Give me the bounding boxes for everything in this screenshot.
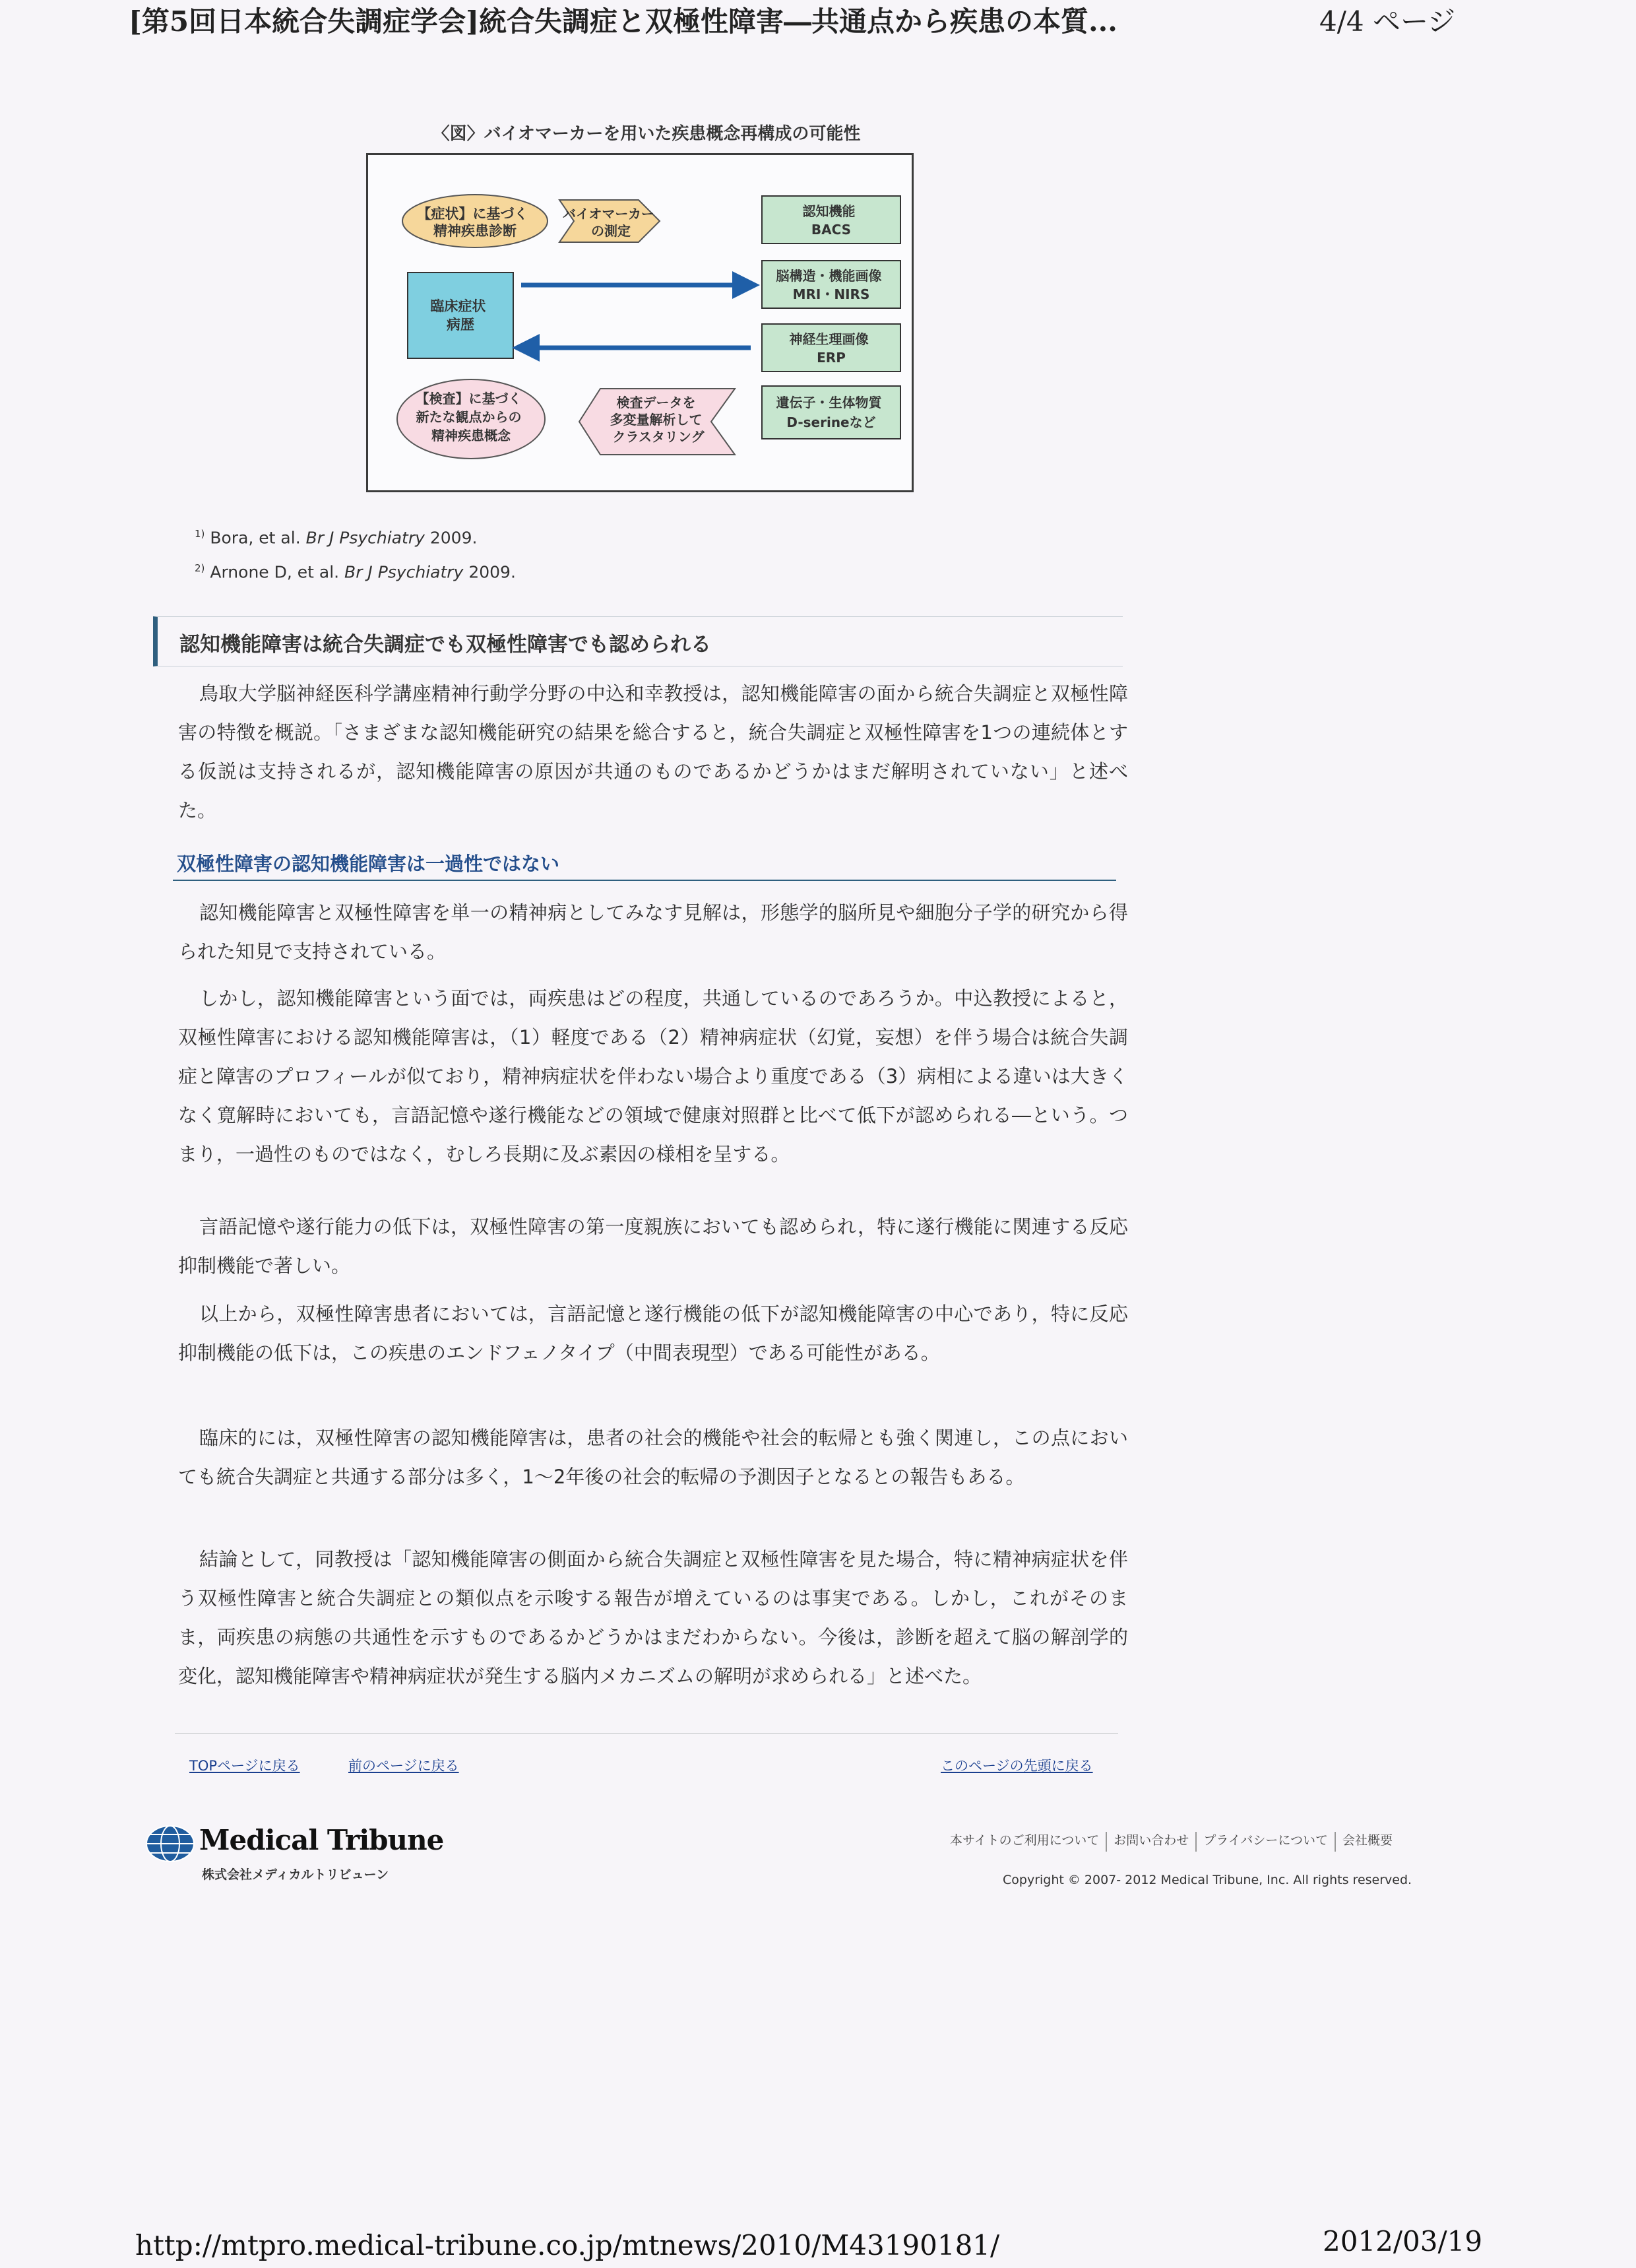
biomarker-2-line-2: MRI・NIRS [792, 286, 870, 302]
reference-2-num: 2) [195, 562, 205, 574]
section-1-paragraph: 鳥取大学脳神経医科学講座精神行動学分野の中込和幸教授は，認知機能障害の面から統合失調症と双極性障害の特徴を概説。「さまざまな認知機能研究の結果を総合すると，統合失調症と双極性障害を1つの連続体とする仮説は支持されるが，認知機能障害の原因が共通のものであるかどうかはまだ解明されていない」と述べた。 [178, 682, 1128, 822]
figure-diagram [366, 153, 914, 492]
biomarker-4-line-1: 遺伝子・生体物質 [776, 395, 882, 410]
reference-2 [195, 562, 516, 581]
reference-1-authors: Bora, et al. [210, 528, 306, 548]
reference-2-journal: Br J Psychiatry [344, 562, 464, 582]
print-header [129, 0, 1514, 37]
section-heading-1 [153, 616, 1123, 666]
oval-top-line-2: 精神疾患診断 [433, 223, 517, 239]
section-2-paragraph-1: 認知機能障害と双極性障害を単一の精神病としてみなす見解は，形態学的脳所見や細胞分子学的研究から得られた知見で支持されている。 [178, 901, 1128, 963]
clinical-box-line-1: 臨床症状 [430, 298, 486, 314]
chevron-bottom-line-1: 検査データを [616, 395, 696, 410]
biomarker-1-line-2: BACS [811, 222, 852, 238]
svg-text:【検査】に基づく 新たな観点からの [416, 391, 526, 443]
reference-2-authors: Arnone D, et al. [210, 562, 345, 582]
section-2-paragraph-4: 以上から，双極性障害患者においては，言語記憶と遂行機能の低下が認知機能障害の中心であり，特に反応抑制機能の低下は，この疾患のエンドフェノタイプ（中間表現型）である可能性がある。 [178, 1303, 1128, 1364]
reference-1-journal: Br J Psychiatry [305, 528, 425, 548]
svg-text:検査データを 多変量解析して クラス [610, 395, 707, 445]
print-footer-date: 2012/03/19 [1323, 2225, 1483, 2257]
oval-bottom-line-2: 新たな観点からの [416, 409, 522, 425]
top-page-link[interactable]: TOPページに戻る [189, 1758, 300, 1774]
reference-1-year: 2009. [424, 528, 478, 548]
reference-2-year: 2009. [463, 562, 516, 582]
chevron-top-line-2: の測定 [591, 223, 631, 239]
biomarker-box-genes [762, 386, 900, 439]
print-header-title: [第5回日本統合失調症学会]統合失調症と双極性障害―共通点から疾患の本質... [129, 5, 1117, 38]
site-link-company[interactable]: 会社概要 [1342, 1833, 1393, 1848]
site-link-contact[interactable]: お問い合わせ [1107, 1832, 1197, 1852]
chevron-top-line-1: バイオマーカー [563, 206, 655, 222]
section-2-paragraph-6: 結論として，同教授は「認知機能障害の側面から統合失調症と双極性障害を見た場合，特に精神病症状を伴う双極性障害と統合失調症との類似点を示唆する報告が増えているのは事実である。しかし，これがそのまま，両疾患の病態の共通性を示すものであるかどうかはまだわからない。今後は，診断を超えて脳の解剖学的変化，認知機能障害や精神病症状が発生する脳内メカニズムの解明が求められる」と述べた。 [178, 1548, 1128, 1687]
oval-bottom-line-3: 精神疾患概念 [431, 428, 511, 443]
page-top-link[interactable]: このページの先頭に戻る [941, 1758, 1093, 1774]
section-2-paragraph-3: 言語記憶や遂行能力の低下は，双極性障害の第一度親族においても認められ，特に遂行機能に関連する反応抑制機能で著しい。 [178, 1215, 1128, 1277]
section-heading-2 [173, 847, 1116, 881]
biomarker-3-line-2: ERP [817, 350, 846, 366]
print-header-page: 4/4 ページ [1319, 5, 1456, 38]
reference-1-num: 1) [195, 528, 205, 540]
medical-tribune-logo [145, 1821, 444, 1887]
chevron-bottom-line-2: 多変量解析して [610, 412, 703, 428]
print-footer-url: http://mtpro.medical-tribune.co.jp/mtnews/2010/M43190181/ [135, 2229, 1000, 2261]
site-link-privacy[interactable]: プライバシーについて [1197, 1832, 1336, 1852]
oval-top-line-1: 【症状】に基づく [417, 206, 528, 222]
site-links [950, 1832, 1399, 1852]
chevron-bottom-line-3: クラスタリング [612, 429, 705, 445]
globe-icon [145, 1824, 195, 1863]
clinical-symptoms-box [408, 273, 513, 358]
figure-title: 〈図〉バイオマーカーを用いた疾患概念再構成の可能性 [432, 124, 861, 144]
previous-page-link[interactable]: 前のページに戻る [348, 1758, 459, 1774]
section-heading-1-text: 認知機能障害は統合失調症でも双極性障害でも認められる [179, 633, 711, 657]
brand-name: Medical Tribune [199, 1824, 444, 1856]
brand-subtitle: 株式会社メディカルトリビューン [202, 1867, 389, 1882]
section-heading-2-text: 双極性障害の認知機能障害は一過性ではない [177, 853, 560, 875]
site-link-terms[interactable]: 本サイトのご利用について [950, 1832, 1107, 1852]
reference-1 [195, 528, 477, 547]
section-2-paragraph-2: しかし，認知機能障害という面では，両疾患はどの程度，共通しているのであろうか。中込教授によると，双極性障害における認知機能障害は，（1）軽度である（2）精神病症状（幻覚，妄想）を伴う場合は統合失調症と障害のプロフィールが似ており，精神病症状を伴わない場合より重度である（3）病相による違いは大きくなく寛解時においても，言語記憶や遂行機能などの領域で健康対照群と比べて低下が認められる―という。つまり，一過性のものではなく，むしろ長期に及ぶ素因の様相を呈する。 [178, 987, 1128, 1165]
biomarker-2-line-1: 脳構造・機能画像 [776, 268, 882, 284]
biomarker-3-line-1: 神経生理画像 [789, 331, 869, 347]
copyright: Copyright © 2007- 2012 Medical Tribune, Inc. All rights reserved. [1003, 1873, 1412, 1887]
footer-divider [175, 1733, 1118, 1734]
section-2-paragraph-5: 臨床的には，双極性障害の認知機能障害は，患者の社会的機能や社会的転帰とも強く関連し，この点においても統合失調症と共通する部分は多く，1～2年後の社会的転帰の予測因子となるとの報告もある。 [178, 1427, 1128, 1488]
biomarker-4-line-2: D-serineなど [786, 414, 876, 430]
oval-bottom-line-1: 【検査】に基づく [416, 391, 522, 406]
clinical-box-line-2: 病歴 [447, 317, 474, 333]
biomarker-1-line-1: 認知機能 [802, 203, 856, 219]
